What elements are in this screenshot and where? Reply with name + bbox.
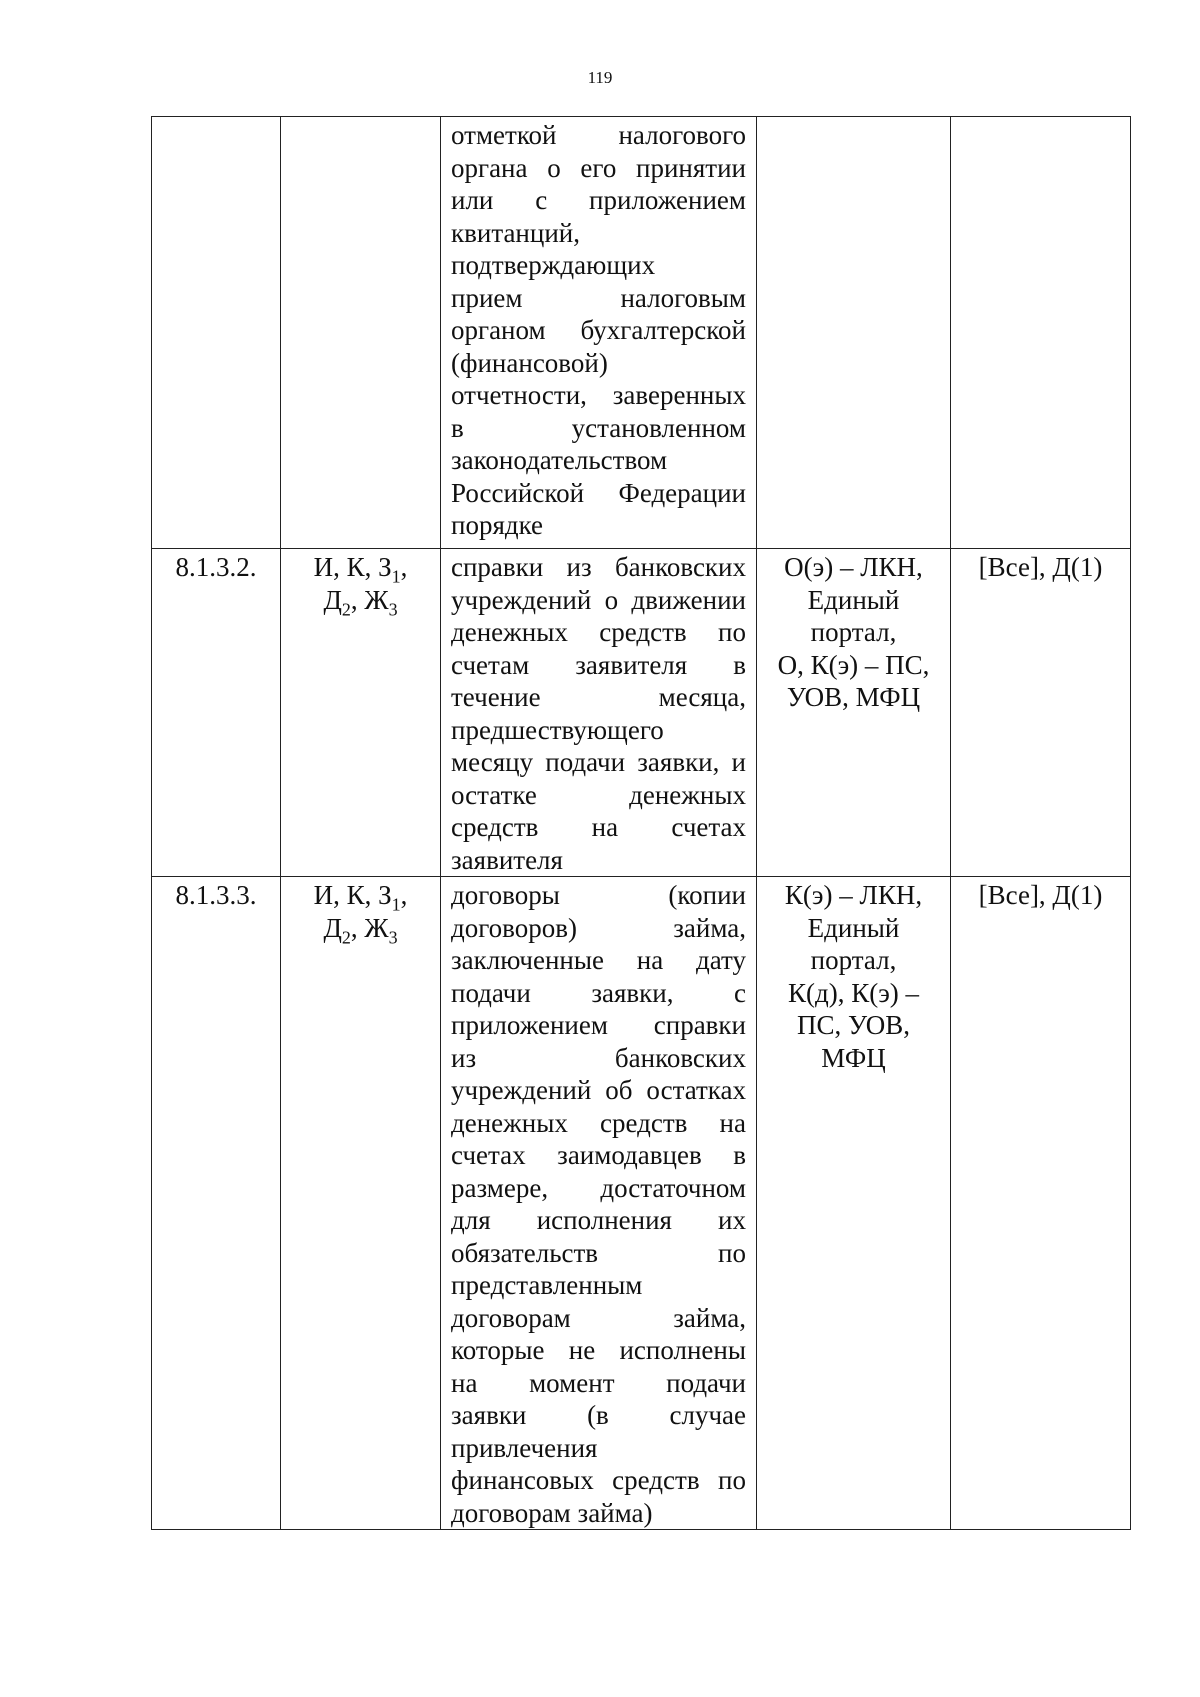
description-line: отчетности, заверенных [451, 380, 746, 410]
code-line: $Д_2$, $Ж_3$ [323, 912, 398, 947]
description-line: квитанций, [451, 217, 580, 248]
description-line: средств на счетах [451, 812, 746, 842]
description-line: остатке денежных [451, 779, 746, 810]
description-line: из банковских [451, 1042, 746, 1073]
row-submission-cell [757, 549, 951, 877]
description-line: договоров) займа, [451, 912, 746, 943]
description-line: Российской Федерации [451, 477, 746, 508]
description-line: (финансовой) [451, 347, 608, 378]
submission-line: Единый [807, 912, 900, 943]
description-line: размере, достаточном [451, 1172, 746, 1203]
table-row [152, 117, 1131, 549]
description-line: приложением справки [451, 1010, 746, 1040]
description-line: счетах заимодавцев в [451, 1140, 746, 1170]
description-line: обязательств по [451, 1237, 746, 1268]
description-line: месяцу подачи заявки, и [451, 747, 746, 777]
description-text [451, 551, 746, 876]
description-line: предшествующего [451, 714, 664, 745]
row-code-cell [281, 877, 441, 1530]
description-line: отметкой налогового [451, 120, 746, 150]
table-row [152, 877, 1131, 1530]
description-line: заявителя [451, 844, 563, 875]
description-line: денежных средств по [451, 617, 746, 647]
submission-line: О, К(э) – ПС, [777, 649, 930, 680]
row-code-cell [281, 549, 441, 877]
row-rule-cell [951, 117, 1131, 549]
description-line: договорам займа, [451, 1302, 746, 1333]
submission-line: Единый [807, 584, 900, 615]
row-number-cell [152, 117, 281, 549]
row-code-cell [281, 117, 441, 549]
description-line: течение месяца, [451, 682, 746, 712]
row-number-cell: 8.1.3.2. [152, 549, 281, 877]
description-line: заявки (в случае [451, 1400, 746, 1430]
submission-line: МФЦ [821, 1042, 886, 1073]
submission-line: К(д), К(э) – [787, 977, 920, 1008]
description-line: органа о его принятии [451, 152, 746, 183]
code-line: И, К, $З_1$, [313, 552, 408, 587]
description-line: учреждений об остатках [451, 1075, 746, 1105]
description-line: подачи заявки, с [451, 977, 746, 1008]
submission-line: УОВ, МФЦ [786, 682, 921, 712]
description-line: договорам займа) [451, 1497, 653, 1528]
row-description-cell [441, 877, 757, 1530]
description-text [451, 879, 746, 1529]
row-submission-cell [757, 117, 951, 549]
description-line: счетам заявителя в [451, 649, 746, 680]
row-rule-cell: [Все], Д(1) [951, 549, 1131, 877]
submission-line: ПС, УОВ, [796, 1010, 911, 1040]
description-line: привлечения [451, 1432, 598, 1463]
row-number-cell: 8.1.3.3. [152, 877, 281, 1530]
description-line: органом бухгалтерской [451, 315, 746, 345]
description-line: в установленном [451, 412, 746, 443]
submission-line: К(э) – ЛКН, [784, 880, 923, 910]
description-line: договоры (копии [451, 880, 746, 910]
row-submission-cell [757, 877, 951, 1530]
row-description-cell [441, 117, 757, 549]
description-line: представленным [451, 1270, 643, 1300]
submission-line: портал, [810, 617, 897, 647]
description-line: учреждений о движении [451, 584, 746, 615]
table-row [152, 549, 1131, 877]
description-line: порядке [451, 510, 544, 540]
description-line: на момент подачи [451, 1367, 746, 1398]
row-description-cell [441, 549, 757, 877]
description-line: справки из банковских [451, 552, 746, 582]
description-line: которые не исполнены [451, 1335, 746, 1365]
description-line: законодательством [451, 445, 668, 475]
description-text [451, 119, 746, 542]
description-line: для исполнения их [451, 1205, 746, 1235]
row-rule-cell: [Все], Д(1) [951, 877, 1131, 1530]
code-line: И, К, $З_1$, [313, 880, 408, 915]
description-line: подтверждающих [451, 250, 656, 280]
submission-line: портал, [810, 945, 897, 975]
description-line: или с приложением [451, 185, 746, 215]
description-line: прием налоговым [451, 282, 746, 313]
description-line: денежных средств на [451, 1107, 746, 1138]
page-number: 119 [587, 68, 613, 87]
code-line: $Д_2$, $Ж_3$ [323, 584, 398, 619]
description-line: финансовых средств по [451, 1465, 746, 1495]
submission-line: О(э) – ЛКН, [784, 552, 923, 582]
description-line: заключенные на дату [451, 945, 746, 975]
requirements-table [151, 116, 1131, 1530]
